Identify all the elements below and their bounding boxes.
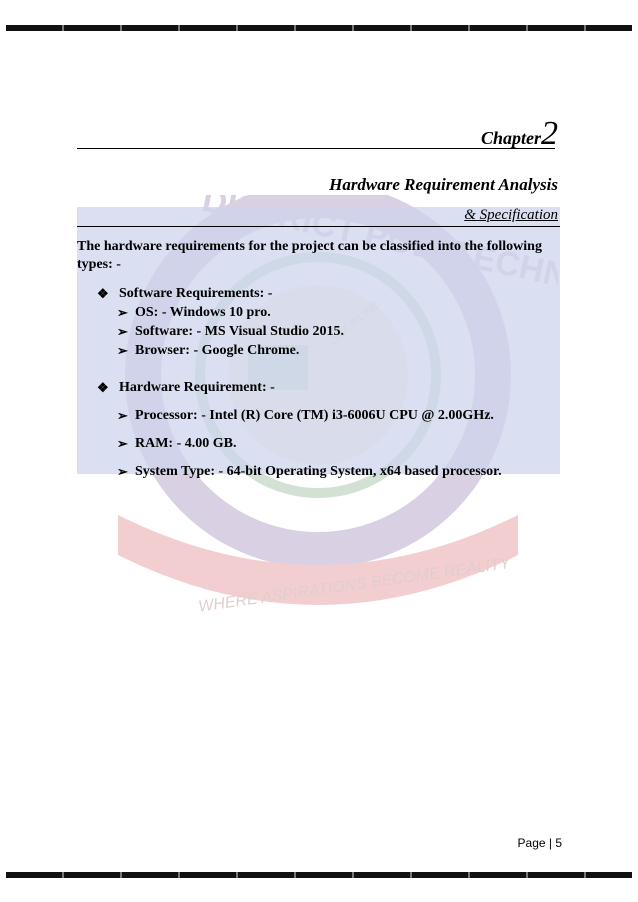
arrow-bullet-icon: ➢ [117, 436, 128, 451]
top-border [6, 25, 632, 31]
arrow-bullet-icon: ➢ [117, 343, 128, 358]
diamond-bullet-icon: ❖ [97, 380, 109, 395]
section-heading-text: Hardware Requirement: - [119, 380, 275, 395]
arrow-bullet-icon: ➢ [117, 305, 128, 320]
page-title: Hardware Requirement Analysis [329, 175, 558, 194]
list-item-text: OS: - Windows 10 pro. [135, 305, 271, 320]
list-item-text: Processor: - Intel (R) Core (TM) i3-6006U CPU @ 2.00GHz. [135, 408, 494, 423]
chapter-number: 2 [541, 115, 558, 152]
chapter-word: Chapter [480, 128, 541, 148]
arrow-bullet-icon: ➢ [117, 408, 128, 423]
intro-paragraph: The hardware requirements for the project can be classified into the following types: - [77, 239, 542, 272]
arrow-bullet-icon: ➢ [117, 464, 128, 479]
bottom-border [6, 872, 632, 878]
list-item [117, 343, 299, 359]
section-heading-software [97, 286, 272, 302]
list-item [117, 464, 502, 480]
list-item-text: Browser: - Google Chrome. [135, 343, 300, 358]
subtitle-rule [77, 226, 560, 227]
diamond-bullet-icon: ❖ [97, 286, 109, 301]
list-item-text: RAM: - 4.00 GB. [135, 436, 237, 451]
watermark-motto: WHERE ASPIRATIONS BECOME REALITY [197, 555, 512, 616]
page-number: Page | 5 [517, 836, 562, 850]
list-item-text: System Type: - 64-bit Operating System, x64 based processor. [135, 464, 502, 479]
section-heading-text: Software Requirements: - [119, 286, 273, 301]
chapter-rule [77, 148, 555, 149]
list-item-text: Software: - MS Visual Studio 2015. [135, 324, 344, 339]
list-item [117, 324, 344, 340]
list-item [117, 305, 271, 321]
section-heading-hardware [97, 380, 275, 396]
page-subtitle: & Specification [464, 207, 558, 223]
list-item [117, 436, 237, 452]
list-item [117, 408, 494, 424]
arrow-bullet-icon: ➢ [117, 324, 128, 339]
